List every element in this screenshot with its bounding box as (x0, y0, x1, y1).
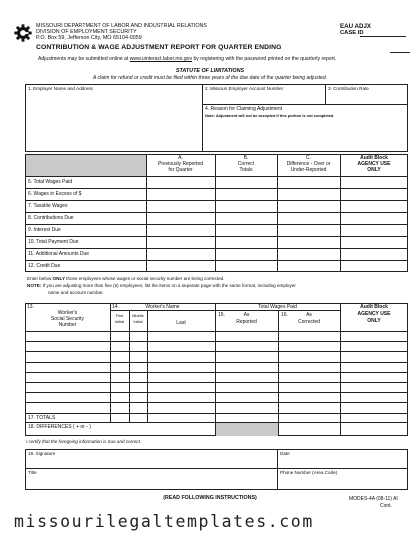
audit-cell (341, 225, 407, 235)
col14-number: 14. (112, 304, 119, 310)
first-initial-cell[interactable] (111, 393, 128, 401)
audit-cell (341, 373, 407, 381)
col-b-letter: B. (243, 155, 249, 161)
ssn-cell[interactable] (26, 383, 109, 391)
employer-name-address-label: 1. Employer Name and Address (28, 86, 93, 91)
previously-reported-cell[interactable] (147, 237, 214, 247)
middle-initial-label: Middle (132, 313, 144, 318)
reason-note: Note: Adjustment will not be accepted if this portion is not completed. (205, 113, 335, 118)
difference-cell[interactable] (278, 261, 339, 271)
middle-initial-cell[interactable] (130, 352, 146, 360)
first-initial-cell[interactable] (111, 383, 128, 391)
audit-cell (341, 189, 407, 199)
contribution-rate-label: 3. Contribution Rate (328, 86, 369, 91)
first-initial-sublabel: Initial (114, 319, 125, 324)
quarter-ending-field[interactable] (390, 52, 410, 53)
statute-heading: STATUTE OF LIMITATIONS (175, 68, 245, 74)
workers-agency-use-label: AGENCY USE (357, 311, 391, 317)
first-initial-cell[interactable] (111, 342, 128, 350)
ssn-cell[interactable] (26, 332, 109, 340)
col-c-label: Difference - Over or (286, 161, 331, 167)
audit-cell (341, 383, 407, 391)
difference-cell[interactable] (278, 225, 339, 235)
date-label: Date (280, 451, 290, 456)
note-label: NOTE: (27, 283, 42, 288)
form-number: MODES-4A (08-11) AI (349, 496, 398, 502)
middle-initial-cell[interactable] (130, 342, 146, 350)
summary-row-label: 7. Taxable Wages (28, 203, 68, 209)
last-name-label: Last (176, 320, 186, 326)
certification-statement: I certify that the foregoing information is true and correct. (26, 439, 142, 444)
as-reported-label-line2: Reported (236, 319, 257, 325)
previously-reported-cell[interactable] (147, 189, 214, 199)
as-corrected-label-line1: As (306, 312, 312, 318)
first-initial-cell[interactable] (111, 332, 128, 340)
last-name-cell[interactable] (148, 393, 214, 401)
middle-initial-cell[interactable] (130, 393, 146, 401)
as-reported-cell[interactable] (216, 403, 277, 411)
correct-totals-cell[interactable] (216, 261, 276, 271)
watermark: missourilegaltemplates.com (14, 512, 314, 531)
date-field[interactable] (278, 458, 407, 467)
as-corrected-cell[interactable] (279, 403, 339, 411)
note-continuation: name and account number. (48, 290, 104, 295)
ssn-cell[interactable] (26, 403, 109, 411)
reason-field[interactable] (203, 120, 407, 151)
last-name-cell[interactable] (148, 332, 214, 340)
summary-row-label: 10. Total Payment Due (28, 239, 79, 245)
col13-number: 13. (27, 304, 34, 310)
last-name-cell[interactable] (148, 373, 214, 381)
phone-field[interactable] (278, 477, 407, 489)
first-initial-label: First (115, 313, 124, 318)
contribution-rate-field[interactable] (326, 93, 407, 103)
enter-below-suffix: those employees whose wages or social security number are being corrected. (66, 276, 225, 281)
col-c-sublabel: Under-Reported (290, 167, 327, 173)
title-field[interactable] (26, 477, 276, 489)
ssn-cell[interactable] (26, 373, 109, 381)
middle-initial-cell[interactable] (130, 373, 146, 381)
last-name-cell[interactable] (148, 352, 214, 360)
workers-name-label: Worker's Name (145, 304, 180, 310)
workers-audit-block-label: Audit Block (360, 304, 388, 310)
ssn-label-line3: Number (58, 322, 77, 328)
previously-reported-cell[interactable] (147, 201, 214, 211)
correct-totals-cell[interactable] (216, 213, 276, 223)
gear-logo-icon (14, 24, 32, 42)
last-name-cell[interactable] (148, 363, 214, 371)
summary-row-label: 8. Contributions Due (28, 215, 74, 221)
difference-cell[interactable] (278, 177, 339, 187)
ssn-cell[interactable] (26, 363, 109, 371)
summary-header-shade (26, 155, 147, 176)
audit-cell (341, 249, 407, 259)
difference-cell[interactable] (278, 249, 339, 259)
correct-totals-cell[interactable] (216, 237, 276, 247)
online-adjustment-link[interactable]: www.uinteract.labor.mo.gov (129, 56, 193, 62)
only-label: ONLY (367, 167, 381, 173)
first-initial-cell[interactable] (111, 363, 128, 371)
signature-label: 19. Signature (28, 451, 56, 456)
difference-cell[interactable] (278, 201, 339, 211)
audit-cell (341, 352, 407, 360)
statute-text: A claim for refund or credit must be filed within three years of the due date of the quarter being adjusted. (92, 75, 328, 81)
audit-block-label: Audit Block (360, 155, 388, 161)
audit-cell (341, 177, 407, 187)
only-emphasis: ONLY (52, 276, 65, 281)
account-number-label: 2. Missouri Employer Account Number (205, 86, 284, 91)
correct-totals-cell[interactable] (216, 225, 276, 235)
title-label: Title (28, 470, 37, 475)
first-initial-cell[interactable] (111, 373, 128, 381)
as-reported-cell[interactable] (216, 383, 277, 391)
enter-below-text (27, 277, 224, 282)
ssn-cell[interactable] (26, 352, 109, 360)
middle-initial-cell[interactable] (130, 403, 146, 411)
as-reported-cell[interactable] (216, 363, 277, 371)
middle-initial-cell[interactable] (130, 363, 146, 371)
correct-totals-cell[interactable] (216, 177, 276, 187)
as-reported-cell[interactable] (216, 342, 277, 350)
phone-label: Phone Number (Area Code) (280, 470, 338, 475)
correct-totals-cell[interactable] (216, 249, 276, 259)
division-name: DIVISION OF EMPLOYMENT SECURITY (36, 29, 137, 35)
differences-row-label: 18. DIFFERENCES ( + or - ) (28, 424, 91, 430)
reason-label: 4. Reason for Claiming Adjustment (205, 106, 282, 112)
previously-reported-cell[interactable] (147, 249, 214, 259)
col16-number: 16. (281, 312, 288, 318)
audit-cell (341, 393, 407, 401)
agency-use-label: AGENCY USE (357, 161, 391, 167)
audit-cell (341, 213, 407, 223)
online-adjustment-note (38, 57, 336, 62)
signature-field[interactable] (26, 458, 276, 467)
previously-reported-cell[interactable] (147, 225, 214, 235)
as-reported-label-line1: As (243, 312, 250, 318)
first-initial-cell[interactable] (111, 403, 128, 411)
last-name-cell[interactable] (148, 403, 214, 411)
middle-initial-cell[interactable] (130, 383, 146, 391)
ssn-label-line1: Worker's (57, 310, 78, 316)
case-id-field[interactable] (360, 36, 406, 37)
audit-cell (341, 237, 407, 247)
as-corrected-cell[interactable] (279, 363, 339, 371)
correct-totals-cell[interactable] (216, 201, 276, 211)
last-name-cell[interactable] (148, 383, 214, 391)
col-a-letter: A. (178, 155, 183, 161)
as-reported-cell[interactable] (216, 332, 277, 340)
ssn-label-line2: Social Security (50, 316, 85, 322)
read-instructions-label: (READ FOLLOWING INSTRUCTIONS) (163, 495, 257, 501)
summary-row-label: 11. Additional Amounts Due (28, 251, 90, 257)
as-corrected-cell[interactable] (279, 332, 339, 340)
account-number-field[interactable] (203, 93, 324, 103)
audit-cell (341, 261, 407, 271)
agency-name: MISSOURI DEPARTMENT OF LABOR AND INDUSTRIAL RELATIONS (36, 23, 208, 29)
employer-name-address-field[interactable] (26, 93, 201, 151)
previously-reported-cell[interactable] (147, 177, 214, 187)
as-corrected-cell[interactable] (279, 373, 339, 381)
summary-row-label: 5. Total Wages Paid (28, 179, 73, 185)
form-title: CONTRIBUTION & WAGE ADJUSTMENT REPORT FOR QUARTER ENDING (36, 44, 282, 51)
ssn-cell[interactable] (26, 342, 109, 350)
online-note-prefix: Adjustments may be submitted online at (38, 56, 129, 62)
as-corrected-cell[interactable] (279, 342, 339, 350)
as-corrected-cell[interactable] (279, 393, 339, 401)
audit-cell (341, 332, 407, 340)
as-reported-cell[interactable] (216, 373, 277, 381)
workers-only-label: ONLY (367, 318, 381, 324)
difference-cell[interactable] (278, 237, 339, 247)
totals-row-label: 17. TOTALS (28, 414, 56, 421)
summary-row-label: 6. Wages in Excess of $ (28, 191, 82, 197)
difference-cell[interactable] (278, 189, 339, 199)
previously-reported-cell[interactable] (147, 213, 214, 223)
col15-number: 15. (218, 312, 225, 318)
first-initial-cell[interactable] (111, 352, 128, 360)
middle-initial-cell[interactable] (130, 332, 146, 340)
last-name-cell[interactable] (148, 342, 214, 350)
differences-shade (216, 422, 278, 436)
middle-initial-sublabel: Initial (133, 319, 143, 324)
as-corrected-cell[interactable] (279, 352, 339, 360)
note-text (27, 284, 296, 289)
previously-reported-cell[interactable] (147, 261, 214, 271)
correct-totals-cell[interactable] (216, 189, 276, 199)
col-b-sublabel: Totals (239, 167, 253, 173)
col-a-sublabel: for Quarter (168, 167, 193, 173)
as-corrected-label-line2: Corrected (298, 319, 320, 325)
as-corrected-cell[interactable] (279, 383, 339, 391)
audit-cell (341, 363, 407, 371)
continued-label: Cont. (380, 503, 392, 509)
col-a-label: Previously Reported (157, 161, 204, 167)
col-b-label: Correct (237, 161, 255, 167)
summary-row-label: 9. Interest Due (28, 227, 61, 233)
note-body: If you are adjusting more than five (5) employees, list the items on a separate page with the same format, including employer (42, 283, 296, 288)
col-c-letter: C. (306, 155, 311, 161)
agency-address: P.O. Box 59, Jefferson City, MO 65104-0059 (36, 35, 142, 41)
difference-cell[interactable] (278, 213, 339, 223)
audit-cell (341, 201, 407, 211)
as-reported-cell[interactable] (216, 393, 277, 401)
form-code: EAU ADJX (340, 23, 372, 30)
as-reported-cell[interactable] (216, 352, 277, 360)
total-wages-paid-label: Total Wages Paid (258, 304, 297, 310)
audit-cell (341, 403, 407, 411)
ssn-cell[interactable] (26, 393, 109, 401)
online-note-suffix: by registering with the password printed on the quarterly report. (193, 56, 337, 62)
summary-row-label: 12. Credit Due (28, 263, 61, 269)
enter-below-prefix: Enter below (27, 276, 52, 281)
case-id-label: CASE ID (340, 30, 364, 36)
audit-cell (341, 342, 407, 350)
